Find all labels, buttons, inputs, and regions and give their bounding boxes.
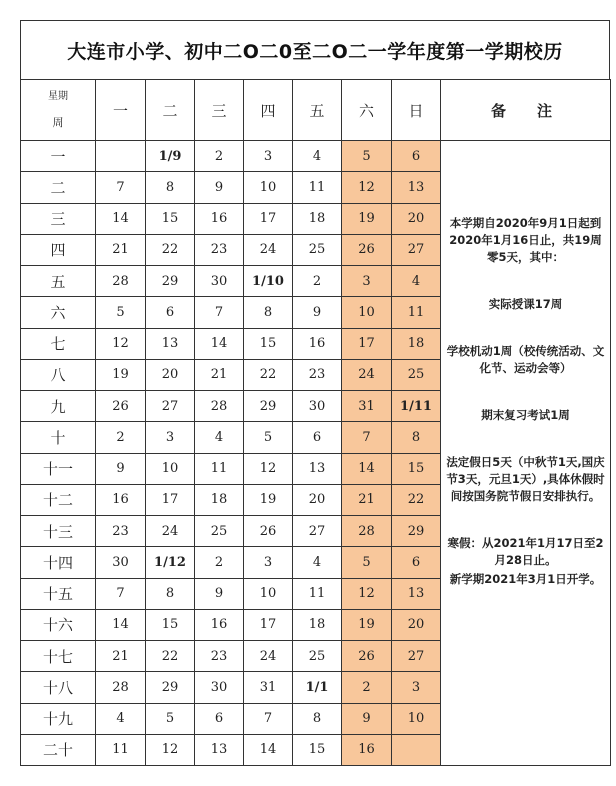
- week-number: 十三: [21, 516, 96, 547]
- notes-cell: [441, 141, 611, 766]
- date-cell-fri: 11: [293, 578, 342, 609]
- date-cell-sun: [392, 734, 441, 765]
- date-cell-sat: 5: [342, 141, 392, 172]
- date-cell-thu: 26: [244, 516, 293, 547]
- date-cell-sat: 21: [342, 484, 392, 515]
- date-cell-mon: 19: [96, 359, 146, 390]
- date-cell-sun: 27: [392, 641, 441, 672]
- date-cell-mon: 7: [96, 578, 146, 609]
- date-cell-sun: 20: [392, 203, 441, 234]
- date-cell-fri: 13: [293, 453, 342, 484]
- date-cell-sat: 12: [342, 172, 392, 203]
- date-cell-wed: 4: [195, 422, 244, 453]
- date-cell-sun: 27: [392, 234, 441, 265]
- note-paragraph: 寒假：从2021年1月17日至2月28日止。: [447, 536, 604, 567]
- day-header-sat: 六: [342, 80, 392, 141]
- date-cell-wed: 28: [195, 391, 244, 422]
- date-cell-tue: 13: [146, 328, 195, 359]
- week-number: 十七: [21, 641, 96, 672]
- date-cell-tue: 8: [146, 578, 195, 609]
- date-cell-tue: 20: [146, 359, 195, 390]
- date-cell-sun: 1/11: [392, 391, 441, 422]
- date-cell-tue: 17: [146, 484, 195, 515]
- week-number: 十: [21, 422, 96, 453]
- date-cell-fri: 18: [293, 609, 342, 640]
- date-cell-fri: 1/1: [293, 672, 342, 703]
- date-cell-thu: 3: [244, 141, 293, 172]
- date-cell-tue: 10: [146, 453, 195, 484]
- date-cell-sun: 25: [392, 359, 441, 390]
- calendar-table: [20, 79, 611, 766]
- date-cell-sat: 28: [342, 516, 392, 547]
- date-cell-sun: 20: [392, 609, 441, 640]
- date-cell-tue: 15: [146, 609, 195, 640]
- day-header-thu: 四: [244, 80, 293, 141]
- date-cell-tue: 22: [146, 234, 195, 265]
- date-cell-thu: 22: [244, 359, 293, 390]
- date-cell-tue: 15: [146, 203, 195, 234]
- date-cell-tue: 6: [146, 297, 195, 328]
- date-cell-mon: 28: [96, 266, 146, 297]
- date-cell-sat: 19: [342, 609, 392, 640]
- date-cell-wed: 23: [195, 234, 244, 265]
- date-cell-fri: 2: [293, 266, 342, 297]
- date-cell-wed: 16: [195, 203, 244, 234]
- date-cell-mon: 14: [96, 203, 146, 234]
- note-paragraph: 新学期2021年3月1日开学。: [449, 572, 602, 586]
- week-number: 十九: [21, 703, 96, 734]
- date-cell-wed: 16: [195, 609, 244, 640]
- date-cell-fri: 8: [293, 703, 342, 734]
- week-number: 十五: [21, 578, 96, 609]
- date-cell-fri: 4: [293, 547, 342, 578]
- date-cell-thu: 7: [244, 703, 293, 734]
- date-cell-tue: 3: [146, 422, 195, 453]
- week-number: 十六: [21, 609, 96, 640]
- date-cell-mon: 30: [96, 547, 146, 578]
- date-cell-fri: 20: [293, 484, 342, 515]
- date-cell-tue: 24: [146, 516, 195, 547]
- date-cell-sat: 5: [342, 547, 392, 578]
- week-row: [21, 141, 611, 172]
- date-cell-sat: 16: [342, 734, 392, 765]
- date-cell-tue: 1/9: [146, 141, 195, 172]
- date-cell-wed: 30: [195, 266, 244, 297]
- date-cell-sat: 10: [342, 297, 392, 328]
- page-title: 大连市小学、初中二O二0至二O二一学年度第一学期校历: [20, 20, 610, 79]
- date-cell-sun: 6: [392, 141, 441, 172]
- day-header-fri: 五: [293, 80, 342, 141]
- date-cell-thu: 14: [244, 734, 293, 765]
- date-cell-fri: 6: [293, 422, 342, 453]
- date-cell-tue: 12: [146, 734, 195, 765]
- week-number: 十二: [21, 484, 96, 515]
- date-cell-mon: 11: [96, 734, 146, 765]
- date-cell-thu: 19: [244, 484, 293, 515]
- date-cell-sun: 18: [392, 328, 441, 359]
- date-cell-wed: 14: [195, 328, 244, 359]
- date-cell-fri: 11: [293, 172, 342, 203]
- date-cell-wed: 9: [195, 578, 244, 609]
- date-cell-sat: 12: [342, 578, 392, 609]
- date-cell-tue: 8: [146, 172, 195, 203]
- date-cell-sun: 6: [392, 547, 441, 578]
- date-cell-thu: 15: [244, 328, 293, 359]
- date-cell-sun: 15: [392, 453, 441, 484]
- date-cell-fri: 9: [293, 297, 342, 328]
- date-cell-thu: 24: [244, 641, 293, 672]
- date-cell-sun: 8: [392, 422, 441, 453]
- day-header-mon: 一: [96, 80, 146, 141]
- date-cell-sun: 13: [392, 172, 441, 203]
- note-paragraph: 实际授课17周: [488, 297, 563, 311]
- date-cell-wed: 21: [195, 359, 244, 390]
- date-cell-wed: 30: [195, 672, 244, 703]
- day-header-tue: 二: [146, 80, 195, 141]
- date-cell-tue: 5: [146, 703, 195, 734]
- date-cell-mon: 9: [96, 453, 146, 484]
- week-number: 九: [21, 391, 96, 422]
- date-cell-sat: 14: [342, 453, 392, 484]
- date-cell-thu: 17: [244, 609, 293, 640]
- week-number: 四: [21, 234, 96, 265]
- date-cell-wed: 9: [195, 172, 244, 203]
- date-cell-tue: 1/12: [146, 547, 195, 578]
- date-cell-sun: 11: [392, 297, 441, 328]
- date-cell-tue: 27: [146, 391, 195, 422]
- date-cell-thu: 8: [244, 297, 293, 328]
- week-number: 三: [21, 203, 96, 234]
- week-number: 一: [21, 141, 96, 172]
- note-paragraph: 学校机动1周（校传统活动、文化节、运动会等）: [446, 344, 605, 375]
- corner-week-label: 周: [52, 116, 64, 129]
- date-cell-wed: 7: [195, 297, 244, 328]
- corner-header: [21, 80, 96, 141]
- date-cell-fri: 25: [293, 641, 342, 672]
- date-cell-thu: 12: [244, 453, 293, 484]
- date-cell-sun: 13: [392, 578, 441, 609]
- week-number: 十八: [21, 672, 96, 703]
- date-cell-thu: 17: [244, 203, 293, 234]
- date-cell-thu: 5: [244, 422, 293, 453]
- date-cell-tue: 22: [146, 641, 195, 672]
- date-cell-thu: 10: [244, 578, 293, 609]
- date-cell-fri: 18: [293, 203, 342, 234]
- date-cell-sat: 7: [342, 422, 392, 453]
- date-cell-mon: 5: [96, 297, 146, 328]
- date-cell-wed: 6: [195, 703, 244, 734]
- note-paragraph: 本学期自2020年9月1日起到2020年1月16日止，共19周零5天，其中：: [449, 216, 602, 264]
- date-cell-wed: 2: [195, 547, 244, 578]
- date-cell-sun: 4: [392, 266, 441, 297]
- note-paragraph: 法定假日5天（中秋节1天,国庆节3天，元旦1天）,具体休假时间按国务院节假日安排执行。: [446, 455, 605, 503]
- date-cell-thu: 1/10: [244, 266, 293, 297]
- date-cell-fri: 15: [293, 734, 342, 765]
- week-number: 八: [21, 359, 96, 390]
- date-cell-sat: 3: [342, 266, 392, 297]
- week-number: 二: [21, 172, 96, 203]
- date-cell-sat: 26: [342, 234, 392, 265]
- date-cell-mon: 16: [96, 484, 146, 515]
- date-cell-sat: 2: [342, 672, 392, 703]
- date-cell-sat: 9: [342, 703, 392, 734]
- date-cell-mon: 7: [96, 172, 146, 203]
- date-cell-sat: 17: [342, 328, 392, 359]
- date-cell-mon: [96, 141, 146, 172]
- date-cell-tue: 29: [146, 266, 195, 297]
- date-cell-fri: 4: [293, 141, 342, 172]
- date-cell-mon: 26: [96, 391, 146, 422]
- date-cell-sat: 19: [342, 203, 392, 234]
- date-cell-fri: 23: [293, 359, 342, 390]
- date-cell-wed: 23: [195, 641, 244, 672]
- date-cell-tue: 29: [146, 672, 195, 703]
- date-cell-sun: 22: [392, 484, 441, 515]
- date-cell-mon: 23: [96, 516, 146, 547]
- date-cell-mon: 28: [96, 672, 146, 703]
- date-cell-thu: 10: [244, 172, 293, 203]
- date-cell-sun: 29: [392, 516, 441, 547]
- date-cell-fri: 25: [293, 234, 342, 265]
- date-cell-sat: 26: [342, 641, 392, 672]
- date-cell-wed: 13: [195, 734, 244, 765]
- week-number: 二十: [21, 734, 96, 765]
- note-paragraph: 期末复习考试1周: [481, 408, 570, 422]
- corner-weekday-label: 星期: [48, 91, 68, 102]
- date-cell-mon: 12: [96, 328, 146, 359]
- week-number: 五: [21, 266, 96, 297]
- date-cell-fri: 27: [293, 516, 342, 547]
- date-cell-mon: 21: [96, 234, 146, 265]
- date-cell-thu: 3: [244, 547, 293, 578]
- date-cell-wed: 11: [195, 453, 244, 484]
- date-cell-mon: 2: [96, 422, 146, 453]
- date-cell-thu: 31: [244, 672, 293, 703]
- header-row: [21, 80, 611, 141]
- notes-header: 备 注: [441, 80, 611, 141]
- date-cell-wed: 25: [195, 516, 244, 547]
- date-cell-thu: 29: [244, 391, 293, 422]
- day-header-wed: 三: [195, 80, 244, 141]
- week-number: 六: [21, 297, 96, 328]
- day-header-sun: 日: [392, 80, 441, 141]
- date-cell-wed: 2: [195, 141, 244, 172]
- date-cell-sun: 3: [392, 672, 441, 703]
- date-cell-mon: 4: [96, 703, 146, 734]
- date-cell-sat: 24: [342, 359, 392, 390]
- date-cell-mon: 21: [96, 641, 146, 672]
- week-number: 十四: [21, 547, 96, 578]
- school-calendar: [20, 20, 610, 766]
- date-cell-fri: 30: [293, 391, 342, 422]
- week-number: 七: [21, 328, 96, 359]
- date-cell-fri: 16: [293, 328, 342, 359]
- date-cell-wed: 18: [195, 484, 244, 515]
- date-cell-sat: 31: [342, 391, 392, 422]
- week-number: 十一: [21, 453, 96, 484]
- date-cell-mon: 14: [96, 609, 146, 640]
- date-cell-sun: 10: [392, 703, 441, 734]
- date-cell-thu: 24: [244, 234, 293, 265]
